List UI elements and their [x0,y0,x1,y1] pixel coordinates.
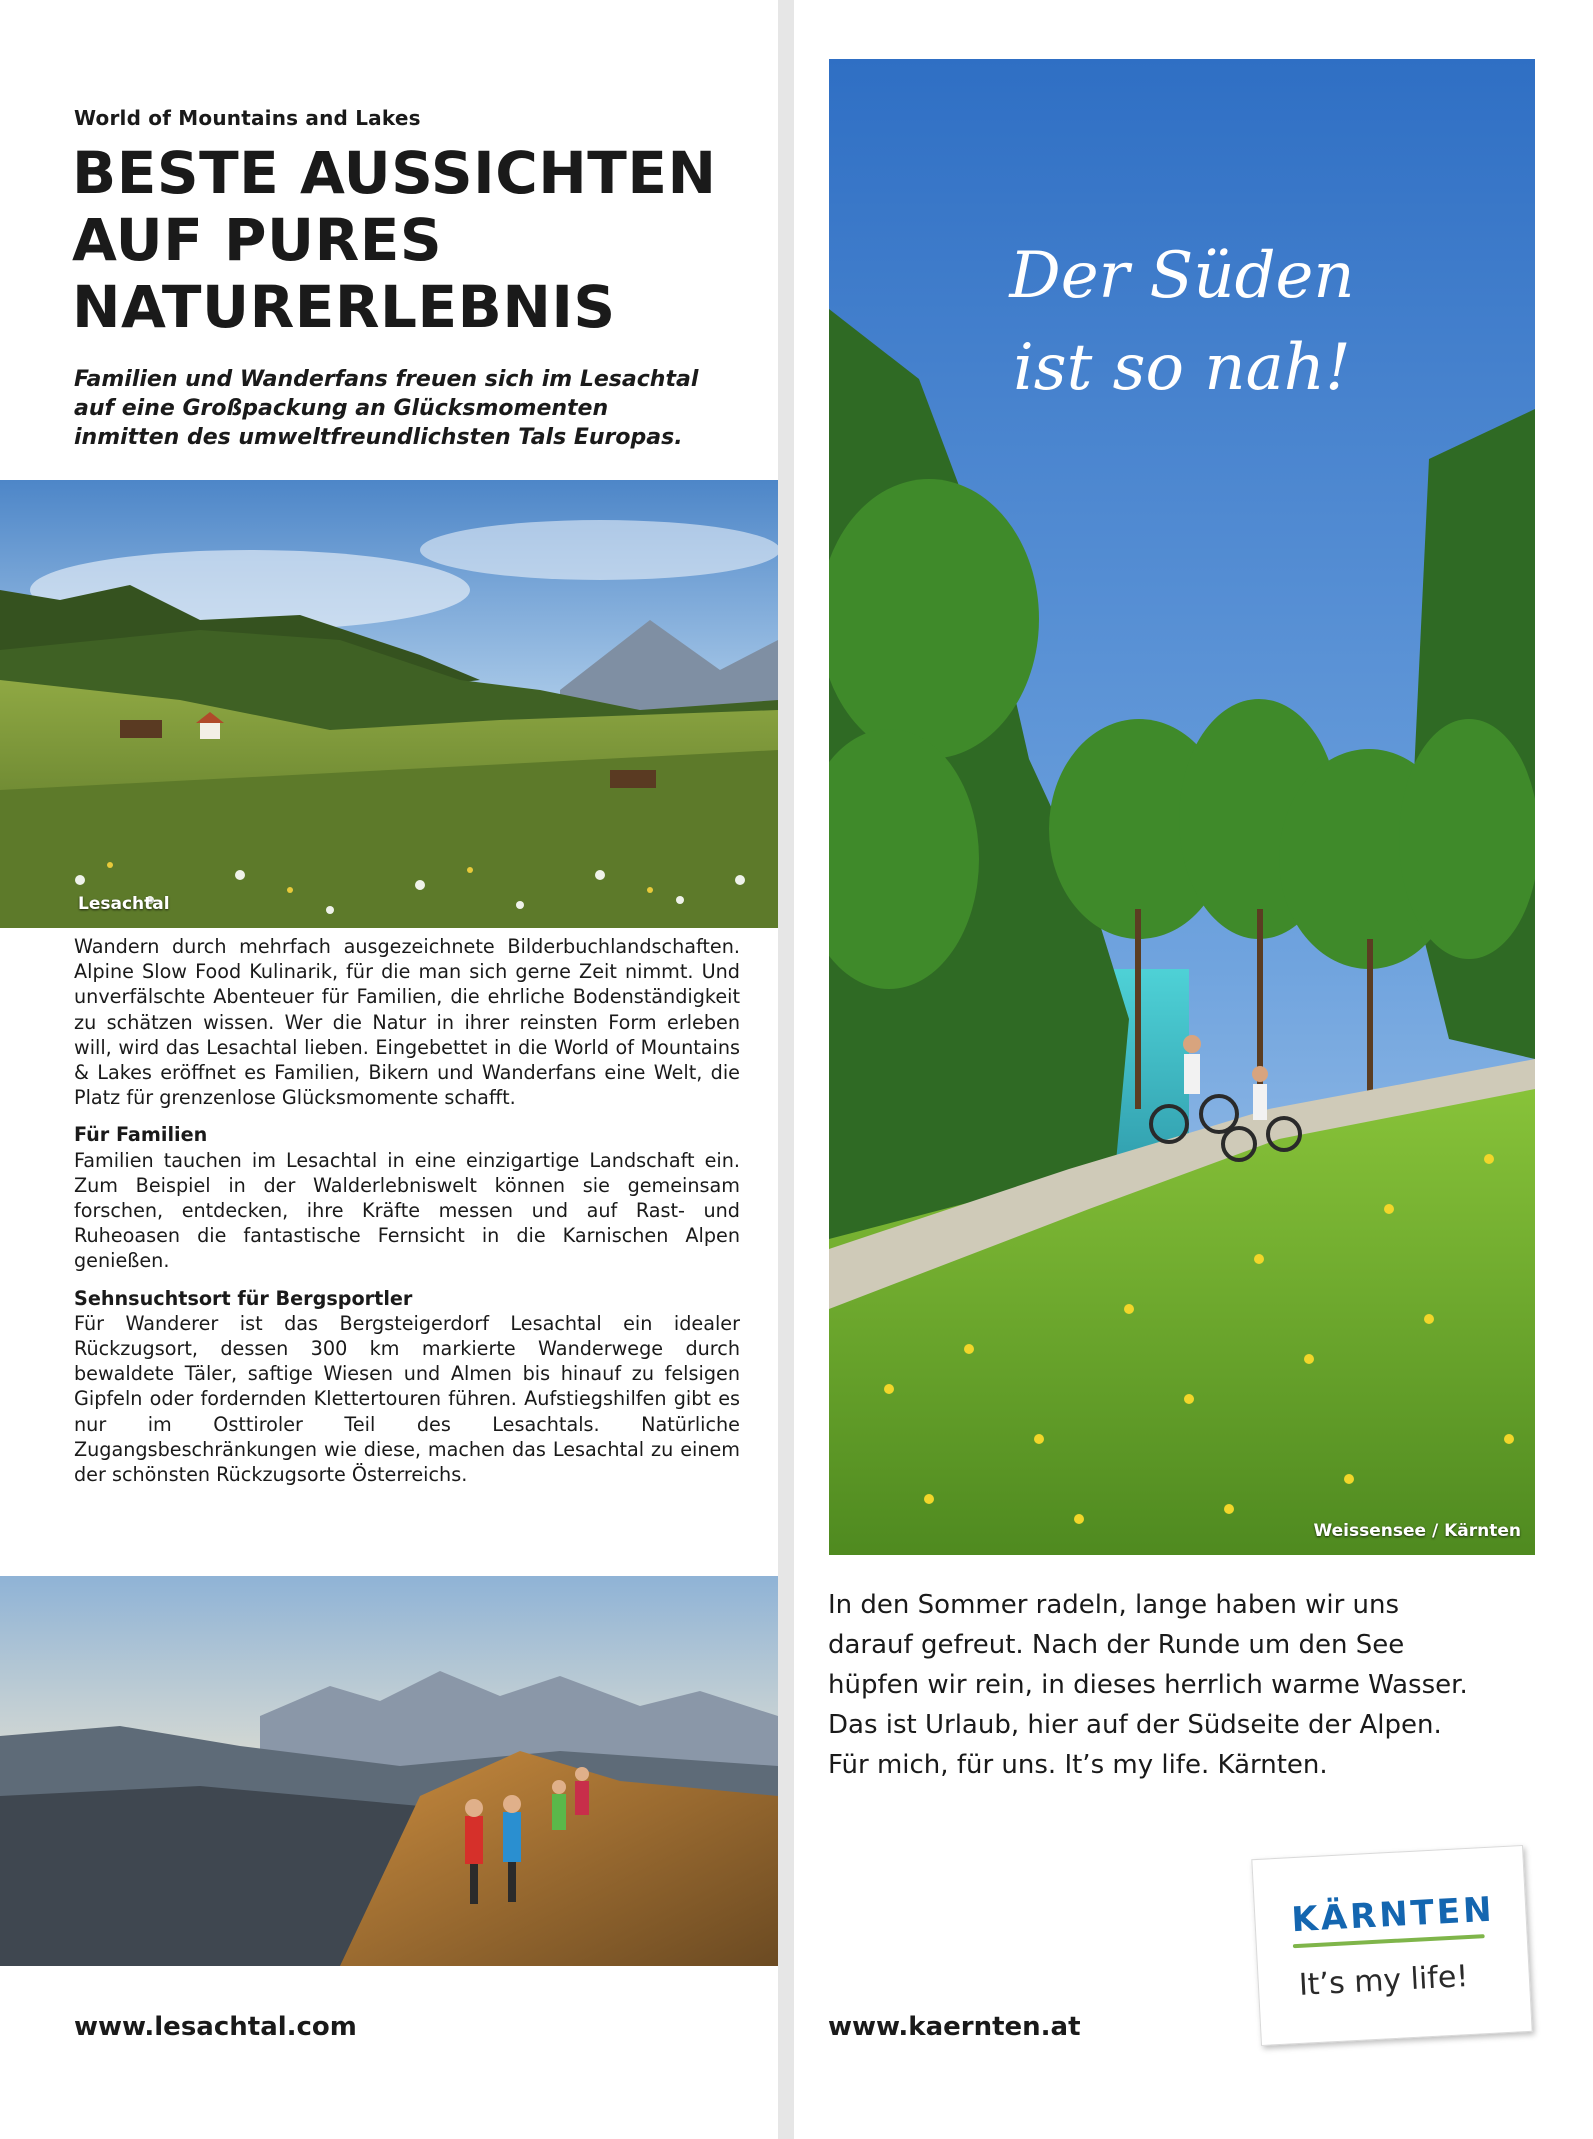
section-heading-mountaineers: Sehnsuchtsort für Bergsportler [74,1286,413,1310]
lesachtal-website-link[interactable]: www.lesachtal.com [74,2012,357,2042]
story-line-1: In den Sommer radeln, lange haben wir uns [828,1590,1400,1620]
kaernten-website-link[interactable]: www.kaernten.at [828,2012,1081,2042]
section-heading-families: Für Familien [74,1123,208,1147]
headline-line-3: NATURERLEBNIS [72,273,616,341]
section-text-mountaineers: Für Wanderer ist das Bergsteigerdorf Lesachtal ein idealer Rückzugsort, dessen 300 km markierte Wanderwege durch bewaldete Täler, saftige Wiesen und Almen bis hinauf zu felsigen Gipfeln oder fordernden Klettertouren führen. Aufstiegshilfen gibt es nur im Osttiroler Teil des Lesachtals. Natürliche Zugangsbeschränkungen wie diese, machen das Lesachtal zu einem der schönsten Rückzugsorte Österreichs. [74,1311,740,1487]
column-divider [778,0,794,2139]
lead-line-3: inmitten des umweltfreundlichsten Tals Europas. [74,425,683,450]
weissensee-photo-caption: Weissensee / Kärnten [1313,1521,1521,1541]
lead-paragraph [74,365,744,452]
intro-paragraph: Wandern durch mehrfach ausgezeichnete Bilderbuchlandschaften. Alpine Slow Food Kulinarik, für die man sich gerne Zeit nimmt. Und unverfälschte Abenteuer für Familien, die ehrliche Bodenständigkeit zu schätzen wissen. Wer die Natur in ihrer reinsten Form erleben will, wird das Lesachtal lieben. Eingebettet in die World of Mountains & Lakes eröffnet es Familien, Bikern und Wanderfans eine Welt, die Platz für grenzenlose Glücksmomente schafft. [74,935,740,1110]
hikers-photo [0,1576,778,1966]
lead-line-2: auf eine Großpackung an Glücksmomenten [74,396,609,421]
valley-photo [0,480,778,928]
article-body [74,934,740,1487]
section-text-families: Familien tauchen im Lesachtal in eine einzigartige Landschaft ein. Zum Beispiel in der Walderlebniswelt können sie gemeinsam forschen, entdecken, ihre Kräfte messen und auf Rast- und Ruheoasen die fantastische Fernsicht in die Karnischen Alpen genießen. [74,1148,740,1273]
slogan-line-2: ist so nah! [1013,331,1351,405]
story-line-4: Das ist Urlaub, hier auf der Südseite der Alpen. [828,1710,1442,1740]
headline-line-1: BESTE AUSSICHTEN [72,139,717,207]
story-line-5: Für mich, für uns. It’s my life. Kärnten. [828,1750,1328,1780]
story-line-3: hüpfen wir rein, in dieses herrlich warme Wasser. [828,1670,1468,1700]
ad-story-text [828,1585,1528,1785]
headline [72,140,772,341]
slogan [829,230,1535,414]
kaernten-logo-claim: It’s my life! [1298,1959,1470,2003]
headline-line-2: AUF PURES [72,206,443,274]
kaernten-logo [1251,1845,1532,2046]
story-line-2: darauf gefreut. Nach der Runde um den See [828,1630,1405,1660]
kicker: World of Mountains and Lakes [74,106,421,130]
kaernten-logo-word: KÄRNTEN [1290,1889,1496,1941]
slogan-line-1: Der Süden [1009,239,1355,313]
valley-photo-caption: Lesachtal [78,894,170,914]
lead-line-1: Familien und Wanderfans freuen sich im Lesachtal [74,367,699,392]
